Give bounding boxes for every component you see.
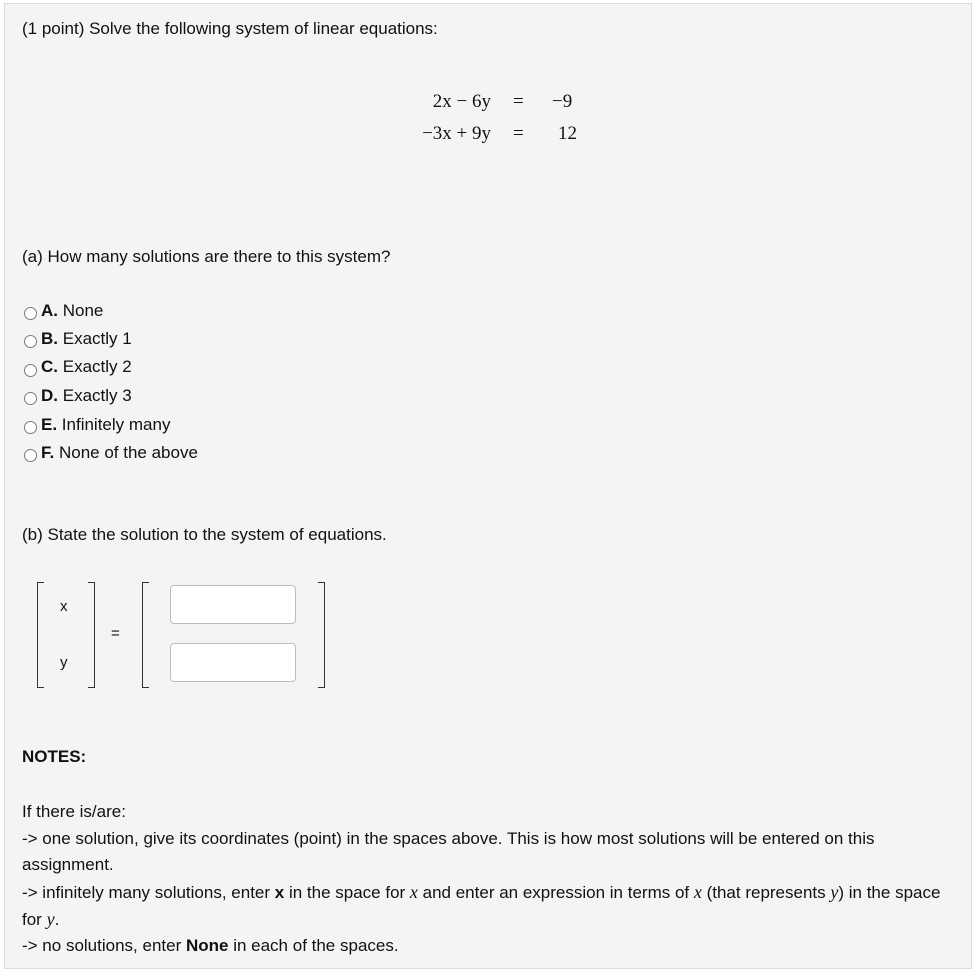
vector-y-label: y	[60, 654, 68, 671]
option-d-radio[interactable]	[24, 392, 37, 405]
note-none-pre: -> no solutions, enter	[22, 936, 186, 955]
equation-2-equals: =	[513, 123, 524, 144]
note-infinite-solutions	[22, 879, 957, 933]
note-one-solution: -> one solution, give its coordinates (point) in the spaces above. This is how most solutions will be entered on this assignment.	[22, 829, 875, 874]
option-f-letter: F.	[41, 443, 55, 462]
equation-2-lhs: −3x + 9y	[422, 123, 491, 144]
x-answer-input[interactable]	[170, 585, 296, 624]
note-no-solutions	[22, 933, 957, 959]
note-inf-mid3: (that represents	[701, 883, 831, 902]
option-e-text: Infinitely many	[61, 415, 171, 434]
option-d-text: Exactly 3	[62, 386, 132, 405]
right-vector-open-bracket	[142, 582, 149, 688]
left-vector-close-bracket	[88, 582, 95, 688]
equation-1-lhs: 2x − 6y	[432, 91, 491, 112]
option-a-letter: A.	[41, 301, 58, 320]
note-inf-bold-x: x	[274, 883, 285, 902]
y-answer-input[interactable]	[170, 643, 296, 682]
notes-heading: NOTES:	[22, 747, 87, 766]
note-inf-var-y2: y	[46, 909, 55, 929]
option-c-radio[interactable]	[24, 364, 37, 377]
option-c-letter: C.	[41, 357, 58, 376]
note-inf-var-x1: x	[409, 882, 418, 902]
vector-equals-sign: =	[111, 625, 120, 642]
option-e-letter: E.	[41, 415, 58, 434]
option-f-radio[interactable]	[24, 449, 37, 462]
question-b: (b) State the solution to the system of equations.	[22, 525, 387, 544]
option-d-letter: D.	[41, 386, 58, 405]
left-vector-open-bracket	[37, 582, 44, 688]
note-inf-mid4: ) in the space for	[22, 883, 941, 929]
option-c-text: Exactly 2	[62, 357, 132, 376]
note-inf-end: .	[54, 910, 60, 929]
vector-x-label: x	[60, 598, 68, 615]
notes-intro: If there is/are:	[22, 802, 126, 821]
question-a: (a) How many solutions are there to this system?	[22, 247, 391, 266]
option-e-radio[interactable]	[24, 421, 37, 434]
note-none-bold: None	[185, 936, 229, 955]
option-a-text: None	[62, 301, 104, 320]
note-inf-var-y1: y	[830, 882, 839, 902]
problem-title: (1 point) Solve the following system of linear equations:	[22, 19, 438, 38]
equation-2-rhs: 12	[558, 123, 577, 144]
option-b-radio[interactable]	[24, 335, 37, 348]
option-b-letter: B.	[41, 329, 58, 348]
note-inf-mid2: and enter an expression in terms of	[417, 883, 694, 902]
note-inf-mid1: in the space for	[284, 883, 410, 902]
option-a-radio[interactable]	[24, 307, 37, 320]
note-none-post: in each of the spaces.	[228, 936, 399, 955]
option-b-text: Exactly 1	[62, 329, 132, 348]
option-f-text: None of the above	[58, 443, 198, 462]
equation-1-equals: =	[513, 91, 524, 112]
note-inf-var-x2: x	[693, 882, 702, 902]
note-inf-pre: -> infinitely many solutions, enter	[22, 883, 275, 902]
equation-1-rhs: −9	[552, 91, 573, 112]
right-vector-close-bracket	[318, 582, 325, 688]
